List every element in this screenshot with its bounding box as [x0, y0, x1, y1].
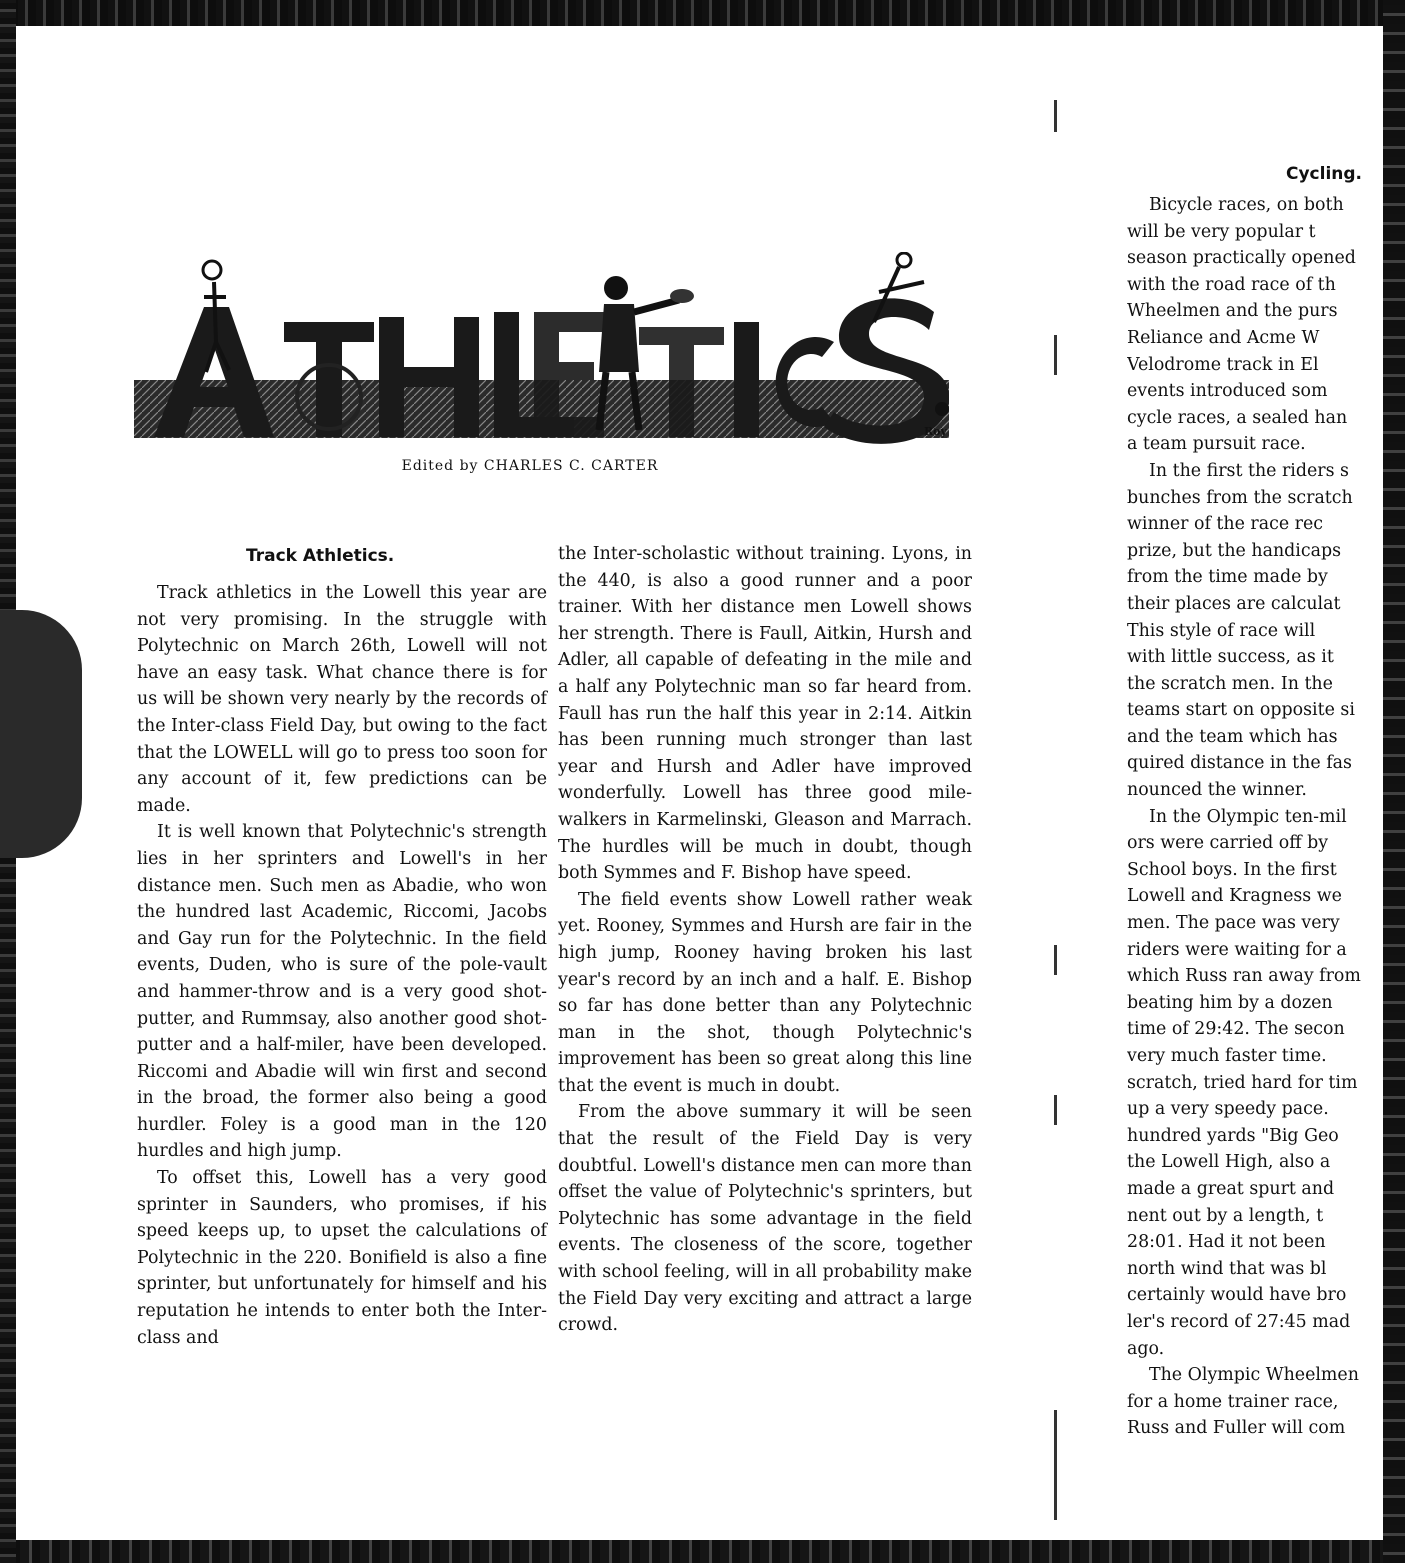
article-column-1: [137, 580, 547, 1351]
gutter-mark: [1054, 1095, 1057, 1125]
gutter-mark: [1054, 945, 1057, 975]
cycling-line: ors were carried off by: [1127, 833, 1329, 854]
cycling-line: for a home trainer race,: [1127, 1391, 1339, 1412]
cycling-line: In the first the riders s: [1149, 460, 1349, 481]
paragraph: To offset this, Lowell has a very good sprinter in Saunders, who promises, if his speed keeps up, to upset the calculations of Polytechnic in the 220. Bonifield is also a fine sprinter, but unfortunately for himself and his reputation he intends to enter both the Inter-class and: [137, 1168, 547, 1348]
cycling-line: Lowell and Kragness we: [1127, 886, 1342, 907]
section-heading-cycling: Cycling.: [1286, 164, 1363, 184]
cycling-line: nent out by a length, t: [1127, 1205, 1324, 1226]
paragraph: Track athletics in the Lowell this year are not very promising. In the struggle with Polytechnic on March 26th, Lowell will not have an easy task. What chance there is for us will be shown very nearly by the records of the Inter-class Field Day, but owing to the fact that the LOWELL will go to press too soon for any account of it, few predictions can be made.: [137, 583, 547, 816]
paragraph: The field events show Lowell rather weak yet. Rooney, Symmes and Hursh are fair in the high jump, Rooney having broken his last year's record by an inch and a half. E. Bishop so far has done better than any Polytechnic man in the shot, though Polytechnic's improvement has been so great along this line that the event is much in doubt.: [558, 889, 972, 1096]
cycling-line: prize, but the handicaps: [1127, 540, 1342, 561]
paragraph: It is well known that Polytechnic's strength lies in her sprinters and Lowell's in her distance men. Such men as Abadie, who won the hundred last Academic, Riccomi, Jacobs and Gay run for the Polytechnic. In the field events, Duden, who is sure of the pole-vault and hammer-throw and is a very good shot-putter, and Rummsay, also another good shot-putter and a half-miler, have been developed. Riccomi and Abadie will win first and second in the broad, the former also being a good hurdler. Foley is a good man in the 120 hurdles and high jump.: [137, 822, 547, 1162]
cycling-line: with the road race of th: [1127, 274, 1336, 295]
cycling-line: time of 29:42. The secon: [1127, 1019, 1345, 1040]
section-heading-track: Track Athletics.: [246, 546, 395, 566]
cycling-line: certainly would have bro: [1127, 1285, 1347, 1306]
cycling-line: the scratch men. In the: [1127, 673, 1333, 694]
cycling-line: season practically opened: [1127, 248, 1356, 269]
cycling-line: The Olympic Wheelmen: [1149, 1365, 1359, 1386]
cycling-line: Russ and Fuller will com: [1127, 1418, 1346, 1439]
gutter-mark: [1054, 1410, 1057, 1520]
cycling-line: men. The pace was very: [1127, 913, 1340, 934]
cycling-line: hundred yards "Big Geo: [1127, 1125, 1339, 1146]
article-column-3-cropped: [1127, 192, 1389, 1442]
cycling-line: School boys. In the first: [1127, 859, 1337, 880]
cycling-line: Bicycle races, on both: [1149, 195, 1344, 215]
gutter-mark: [1054, 335, 1057, 375]
cycling-line: which Russ ran away from: [1127, 966, 1361, 987]
cycling-line: Reliance and Acme W: [1127, 327, 1320, 348]
artist-signature: Roy: [924, 425, 947, 438]
cycling-line: bunches from the scratch: [1127, 487, 1353, 508]
scan-border-bottom: [0, 1540, 1405, 1563]
cycling-line: made a great spurt and: [1127, 1178, 1335, 1199]
cycling-line: Velodrome track in El: [1127, 354, 1319, 375]
scan-border-top: [0, 0, 1405, 26]
page-shadow-left: [0, 610, 82, 858]
cycling-line: and the team which has: [1127, 726, 1338, 747]
cycling-line: scratch, tried hard for tim: [1127, 1072, 1358, 1093]
article-column-2: [558, 541, 972, 1339]
cycling-line: 28:01. Had it not been: [1127, 1232, 1326, 1253]
cycling-line: a team pursuit race.: [1127, 434, 1306, 455]
cycling-line: This style of race will: [1127, 620, 1316, 641]
cycling-line: the Lowell High, also a: [1127, 1152, 1331, 1173]
cycling-line: riders were waiting for a: [1127, 939, 1347, 960]
cycling-line: up a very speedy pace.: [1127, 1099, 1329, 1120]
cycling-line: from the time made by: [1127, 567, 1328, 588]
athletics-banner-illustration: [134, 252, 964, 452]
cycling-line: will be very popular t: [1127, 221, 1316, 242]
cycling-line: Wheelmen and the purs: [1127, 301, 1338, 322]
cycling-line: winner of the race rec: [1127, 514, 1324, 535]
byline: Edited by CHARLES C. CARTER: [401, 458, 659, 474]
cycling-line: cycle races, a sealed han: [1127, 407, 1348, 428]
paragraph: From the above summary it will be seen that the result of the Field Day is very doubtful. Lowell's distance men can more than offset the value of Polytechnic's sprinters, but Polytechnic has some advantage in the field events. The closeness of the score, together with school feeling, will in all probability make the Field Day very exciting and attract a large crowd.: [558, 1102, 972, 1336]
cycling-line: teams start on opposite si: [1127, 700, 1355, 721]
cycling-line: ago.: [1127, 1338, 1165, 1359]
cycling-line: very much faster time.: [1127, 1046, 1327, 1066]
cycling-line: quired distance in the fas: [1127, 753, 1352, 774]
cycling-line: In the Olympic ten-mil: [1149, 806, 1347, 827]
cycling-line: with little success, as it: [1127, 647, 1334, 668]
gutter-mark: [1054, 100, 1057, 132]
paragraph-continuation: the Inter-scholastic without training. Lyons, in the 440, is also a good runner and a poor trainer. With her distance men Lowell shows her strength. There is Faull, Aitkin, Hursh and Adler, all capable of defeating in the mile and a half any Polytechnic man so far heard from. Faull has run the half this year in 2:14. Aitkin has been running much stronger than last year and Hursh and Adler have improved wonderfully. Lowell has three good mile-walkers in Karmelinski, Gleason and Marrach. The hurdles will be much in doubt, though both Symmes and F. Bishop have speed.: [558, 544, 972, 884]
cycling-line: ler's record of 27:45 mad: [1127, 1311, 1351, 1332]
cycling-line: beating him by a dozen: [1127, 992, 1333, 1013]
cycling-line: nounced the winner.: [1127, 780, 1307, 801]
cycling-line: their places are calculat: [1127, 593, 1341, 614]
cycling-line: north wind that was bl: [1127, 1258, 1327, 1279]
cycling-line: events introduced som: [1127, 381, 1328, 402]
